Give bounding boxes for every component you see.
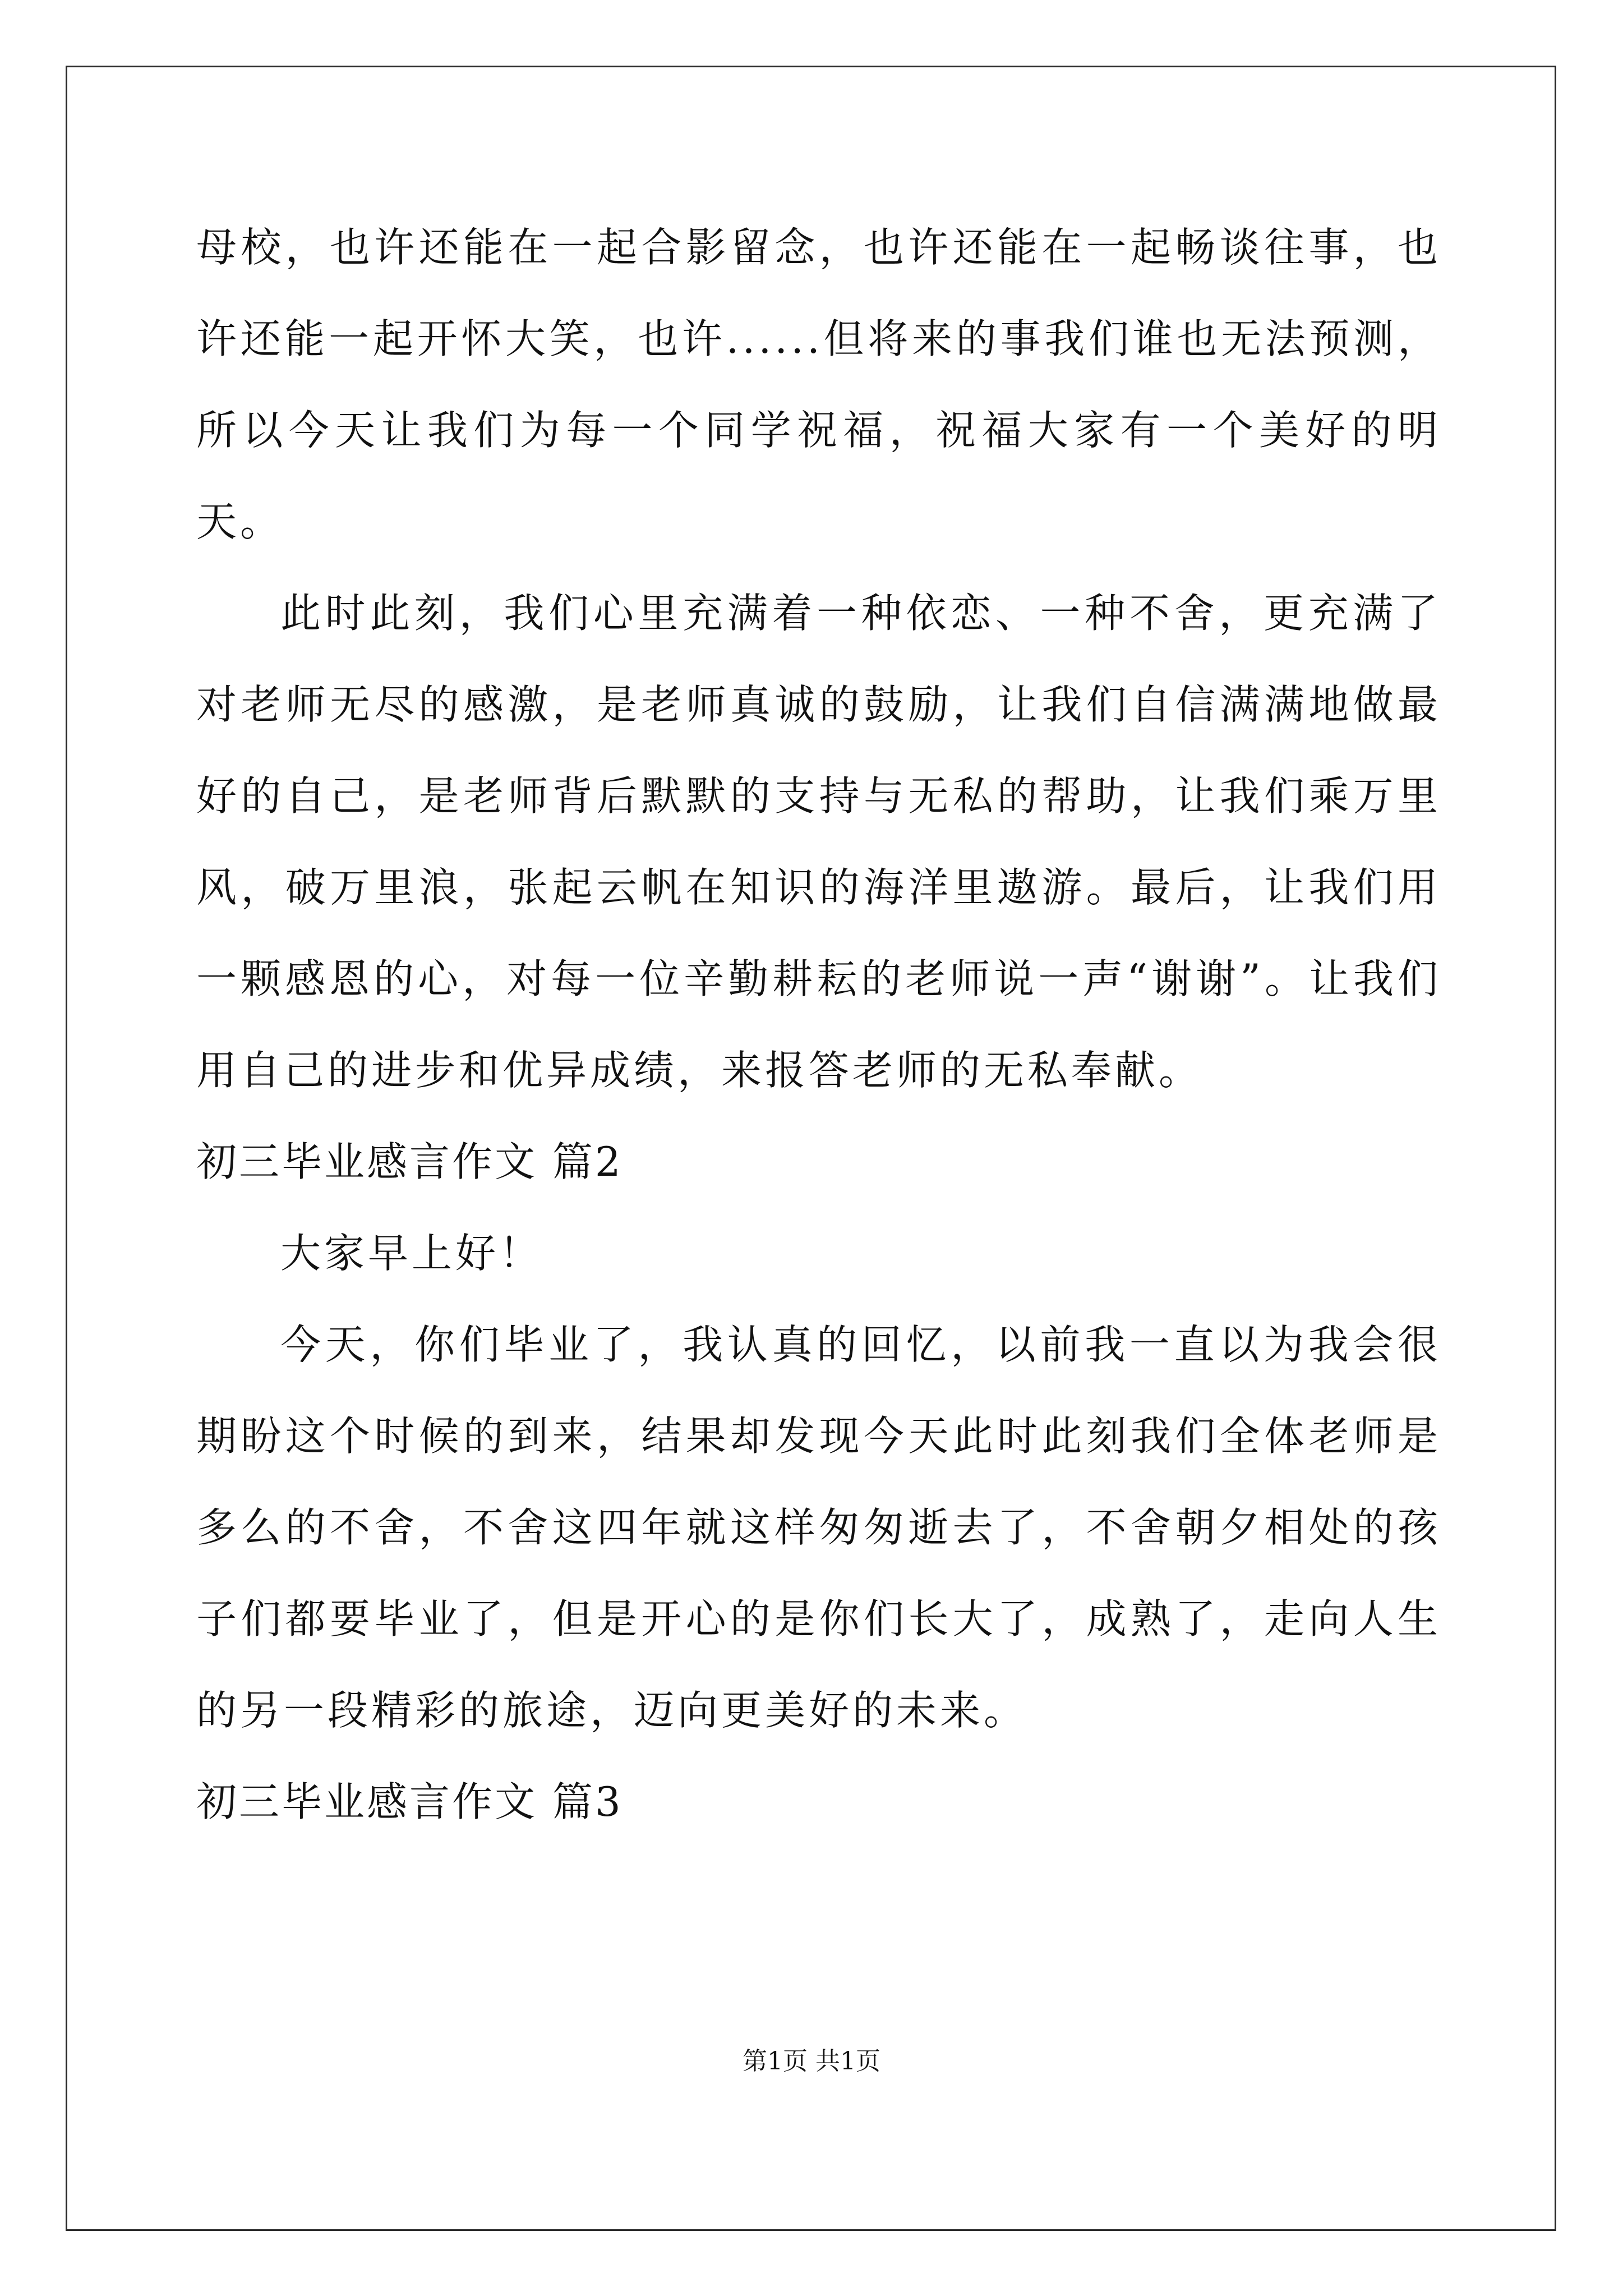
paragraph-graduation-speech: 今天，你们毕业了，我认真的回忆，以前我一直以为我会很期盼这个时候的到来，结果却发现今天此时此刻我们全体老师是多么的不舍，不舍这四年就这样匆匆逝去了，不舍朝夕相处的孩子们都要毕业了，但是开心的是你们长大了，成熟了，走向人生的另一段精彩的旅途，迈向更美好的未来。 (196, 1321, 1441, 1734)
page-footer: 第1页 共1页 (743, 2047, 880, 2076)
paragraph-continuation: 母校，也许还能在一起合影留念，也许还能在一起畅谈往事，也许还能一起开怀大笑，也许......但将来的事我们谁也无法预测，所以今天让我们为每一个同学祝福，祝福大家有一个美好的明天。 (196, 224, 1441, 545)
paragraph-teacher-gratitude: 此时此刻，我们心里充满着一种依恋、一种不舍，更充满了对老师无尽的感激，是老师真诚的鼓励，让我们自信满满地做最好的自己，是老师背后默默的支持与无私的帮助，让我们乘万里风，破万里浪，张起云帆在知识的海洋里遨游。最后，让我们用一颗感恩的心，对每一位辛勤耕耘的老师说一声“谢谢”。让我们用自己的进步和优异成绩，来报答老师的无私奉献。 (196, 590, 1441, 1094)
paragraph-greeting: 大家早上好！ (280, 1230, 543, 1277)
section-heading-3: 初三毕业感言作文 篇3 (196, 1778, 623, 1825)
section-heading-2: 初三毕业感言作文 篇2 (196, 1138, 623, 1185)
document-body (196, 202, 1441, 1848)
